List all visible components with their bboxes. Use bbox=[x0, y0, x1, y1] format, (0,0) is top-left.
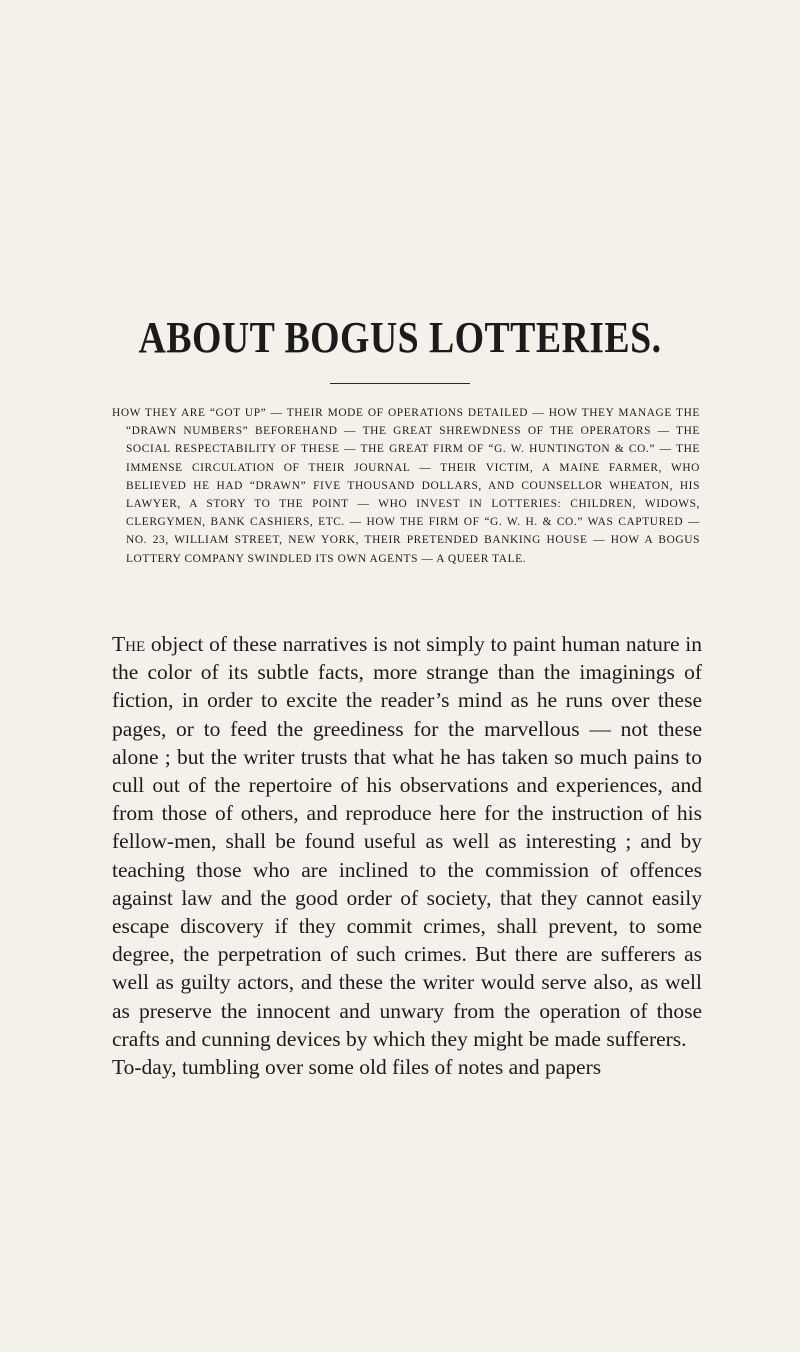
chapter-summary: HOW THEY ARE “GOT UP” — THEIR MODE OF OPERATIONS DETAILED — HOW THEY MANAGE THE “DRAWN NUMBERS” BEFOREHAND — THE GREAT SHREWDNESS OF THE OPERATORS — THE SOCIAL RESPECTABILITY OF THESE — THE GREAT FIRM OF “G. W. HUNTINGTON & CO.” — THE IMMENSE CIRCULATION OF THEIR JOURNAL — THEIR VICTIM, A MAINE FARMER, WHO BELIEVED HE HAD “DRAWN” FIVE THOUSAND DOLLARS, AND COUNSELLOR WHEATON, HIS LAWYER, A STORY TO THE POINT — WHO INVEST IN LOTTERIES: CHILDREN, WIDOWS, CLERGYMEN, BANK CASHIERS, ETC. — HOW THE FIRM OF “G. W. H. & CO.” WAS CAPTURED — NO. 23, WILLIAM STREET, NEW YORK, THEIR PRETENDED BANKING HOUSE — HOW A BOGUS LOTTERY COMPANY SWINDLED ITS OWN AGENTS — A QUEER TALE. bbox=[112, 407, 700, 565]
title-divider bbox=[330, 383, 470, 384]
paragraph-2: To-day, tumbling over some old files of notes and papers bbox=[112, 1055, 602, 1080]
chapter-body bbox=[112, 630, 702, 1081]
chapter-title: ABOUT BOGUS LOTTERIES. bbox=[138, 313, 662, 362]
lead-word: The bbox=[112, 632, 146, 656]
paragraph-1-text: object of these narratives is not simply to paint human nature in the color of its subtle facts, more strange than the imaginings of fiction, in order to excite the reader’s mind as he runs over these pages, or to feed the greediness for the marvellous — not these alone ; but the writer trusts that what he has taken so much pains to cull out of the repertoire of his observations and experiences, and from those of others, and reproduce here for the instruction of his fellow-men, shall be found useful as well as interesting ; and by teaching those who are inclined to the commission of offences against law and the good order of society, that they cannot easily escape discovery if they commit crimes, shall prevent, to some degree, the perpetration of such crimes. But there are sufferers as well as guilty actors, and these the writer would serve also, as well as preserve the innocent and unwary from the operation of those crafts and cunning devices by which they might be made sufferers. bbox=[112, 632, 702, 1051]
paragraph-1 bbox=[112, 630, 702, 1053]
